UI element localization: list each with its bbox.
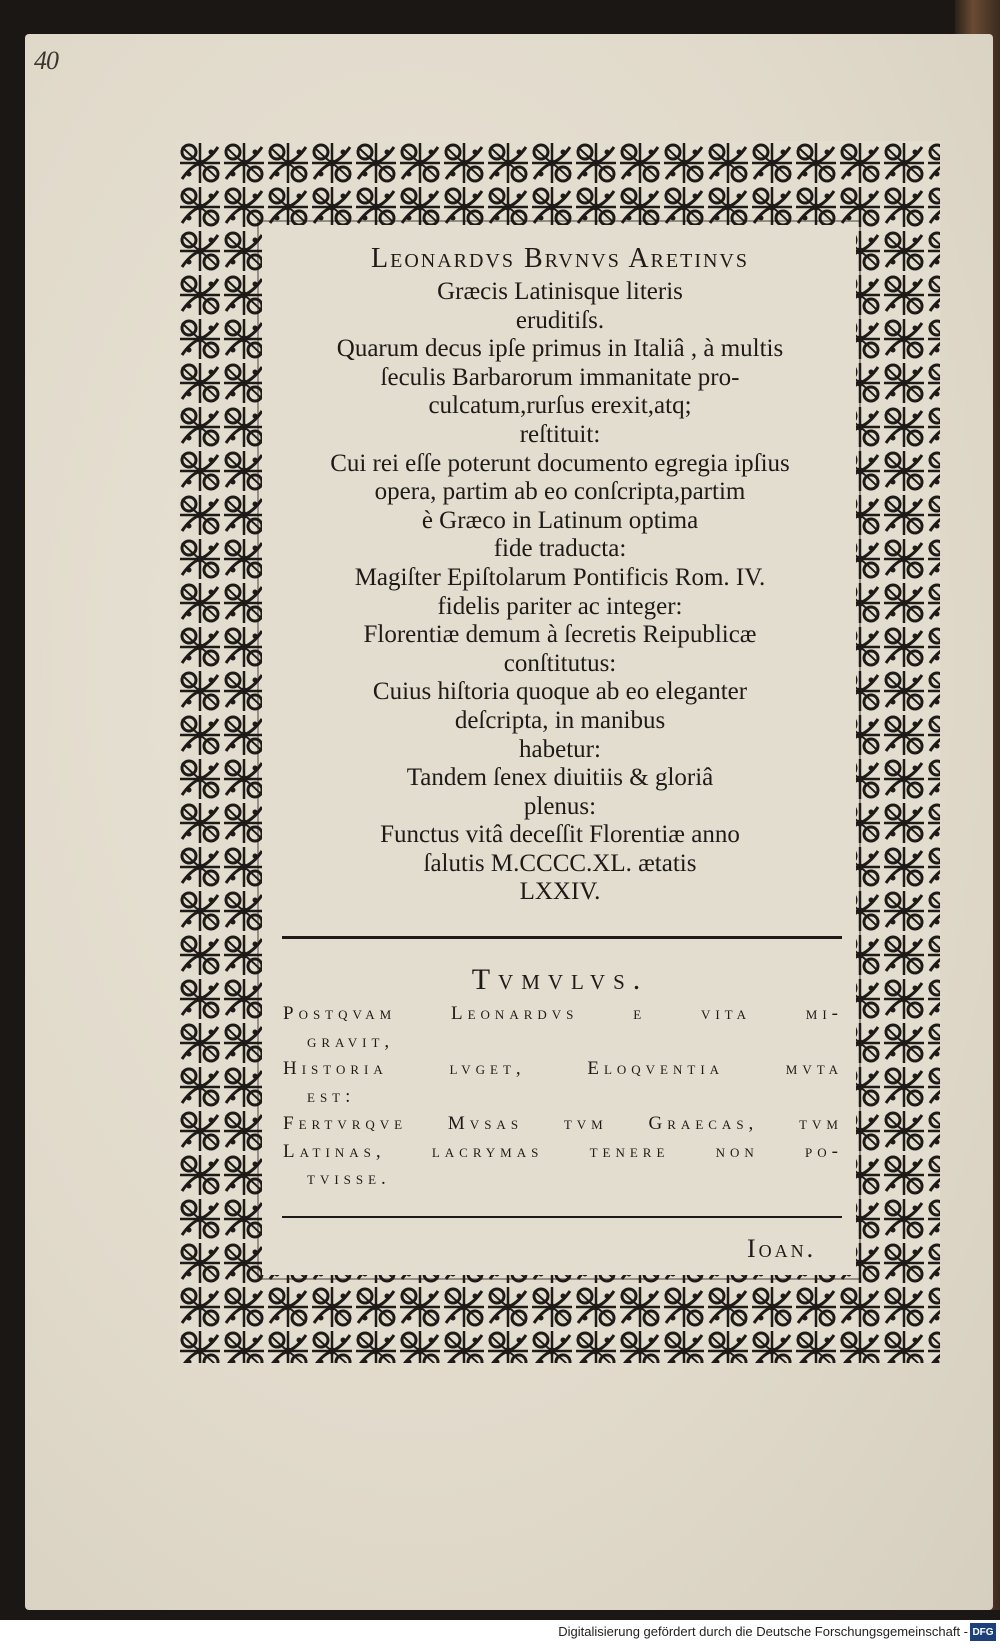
tumulus-title: Tvmvlvs. bbox=[471, 963, 649, 996]
inscription-line: Florentiæ demum à ſecretis Reipublicæ bbox=[363, 621, 757, 649]
epitaph-line: gravit, bbox=[307, 1030, 395, 1052]
catchword: Ioan. bbox=[747, 1234, 817, 1263]
inscription-line: conſtitutus: bbox=[503, 649, 617, 677]
inscription-line: eruditiſs. bbox=[515, 306, 605, 334]
inscription-line: deſcripta, in manibus bbox=[454, 706, 666, 734]
epitaph-line: Latinas, lacrymas tenere non po- bbox=[283, 1140, 843, 1162]
inscription-line: ſalutis M.CCCC.XL. ætatis bbox=[423, 849, 697, 877]
epitaph-line: est: bbox=[307, 1085, 356, 1107]
divider-rule bbox=[282, 1216, 842, 1218]
dfg-logo: DFG bbox=[970, 1623, 996, 1641]
epitaph-line: tvisse. bbox=[307, 1168, 391, 1189]
inscription-line: Cuius hiſtoria quoque ab eo eleganter bbox=[372, 678, 748, 706]
divider-rule bbox=[282, 936, 842, 939]
epitaph-line: Fertvrqve Mvsas tvm Graecas, tvm bbox=[283, 1113, 843, 1134]
inscription-line: LXXIV. bbox=[519, 878, 601, 906]
inscription-line: Magiſter Epiſtolarum Pontificis Rom. IV. bbox=[354, 563, 766, 591]
inscription-line: reſtituit: bbox=[519, 420, 601, 448]
epitaph-line: Historia lvget, Eloqventia mvta bbox=[283, 1058, 843, 1079]
inscription-line: ſeculis Barbarorum immanitate pro- bbox=[380, 363, 740, 391]
inscription-line: è Græco in Latinum optima bbox=[421, 506, 699, 534]
inscription-line: Functus vitâ deceſſit Florentiæ anno bbox=[380, 821, 740, 849]
inscription-line: habetur: bbox=[519, 735, 601, 763]
inscription bbox=[270, 242, 850, 907]
inscription-line: culcatum,rurſus erexit,atq; bbox=[428, 392, 692, 420]
footer-credit: Digitalisierung gefördert durch die Deutsche Forschungsgemeinschaft - bbox=[558, 1624, 968, 1639]
epitaph-line: Postqvam Leonardvs e vita mi- bbox=[283, 1003, 843, 1024]
inscription-heading: Leonardvs Brvnvs Aretinvs bbox=[371, 243, 749, 274]
inscription-line: fidelis pariter ac integer: bbox=[437, 592, 683, 620]
inscription-line: plenus: bbox=[523, 792, 597, 820]
inscription-line: Quarum decus ipſe primus in Italiâ , à multis bbox=[336, 335, 784, 363]
inscription-line: opera, partim ab eo conſcripta,partim bbox=[374, 478, 746, 506]
inscription-line: Tandem ſenex diuitiis & gloriâ bbox=[406, 764, 714, 792]
footer-bar bbox=[0, 1620, 1000, 1648]
inscription-line: Cui rei eſſe poterunt documento egregia ipſius bbox=[330, 449, 790, 477]
epitaph bbox=[283, 1000, 843, 1193]
inscription-line: fide traducta: bbox=[493, 535, 627, 563]
page-number: 40 bbox=[34, 46, 58, 75]
inscription-line: Græcis Latinisque literis bbox=[437, 278, 683, 305]
